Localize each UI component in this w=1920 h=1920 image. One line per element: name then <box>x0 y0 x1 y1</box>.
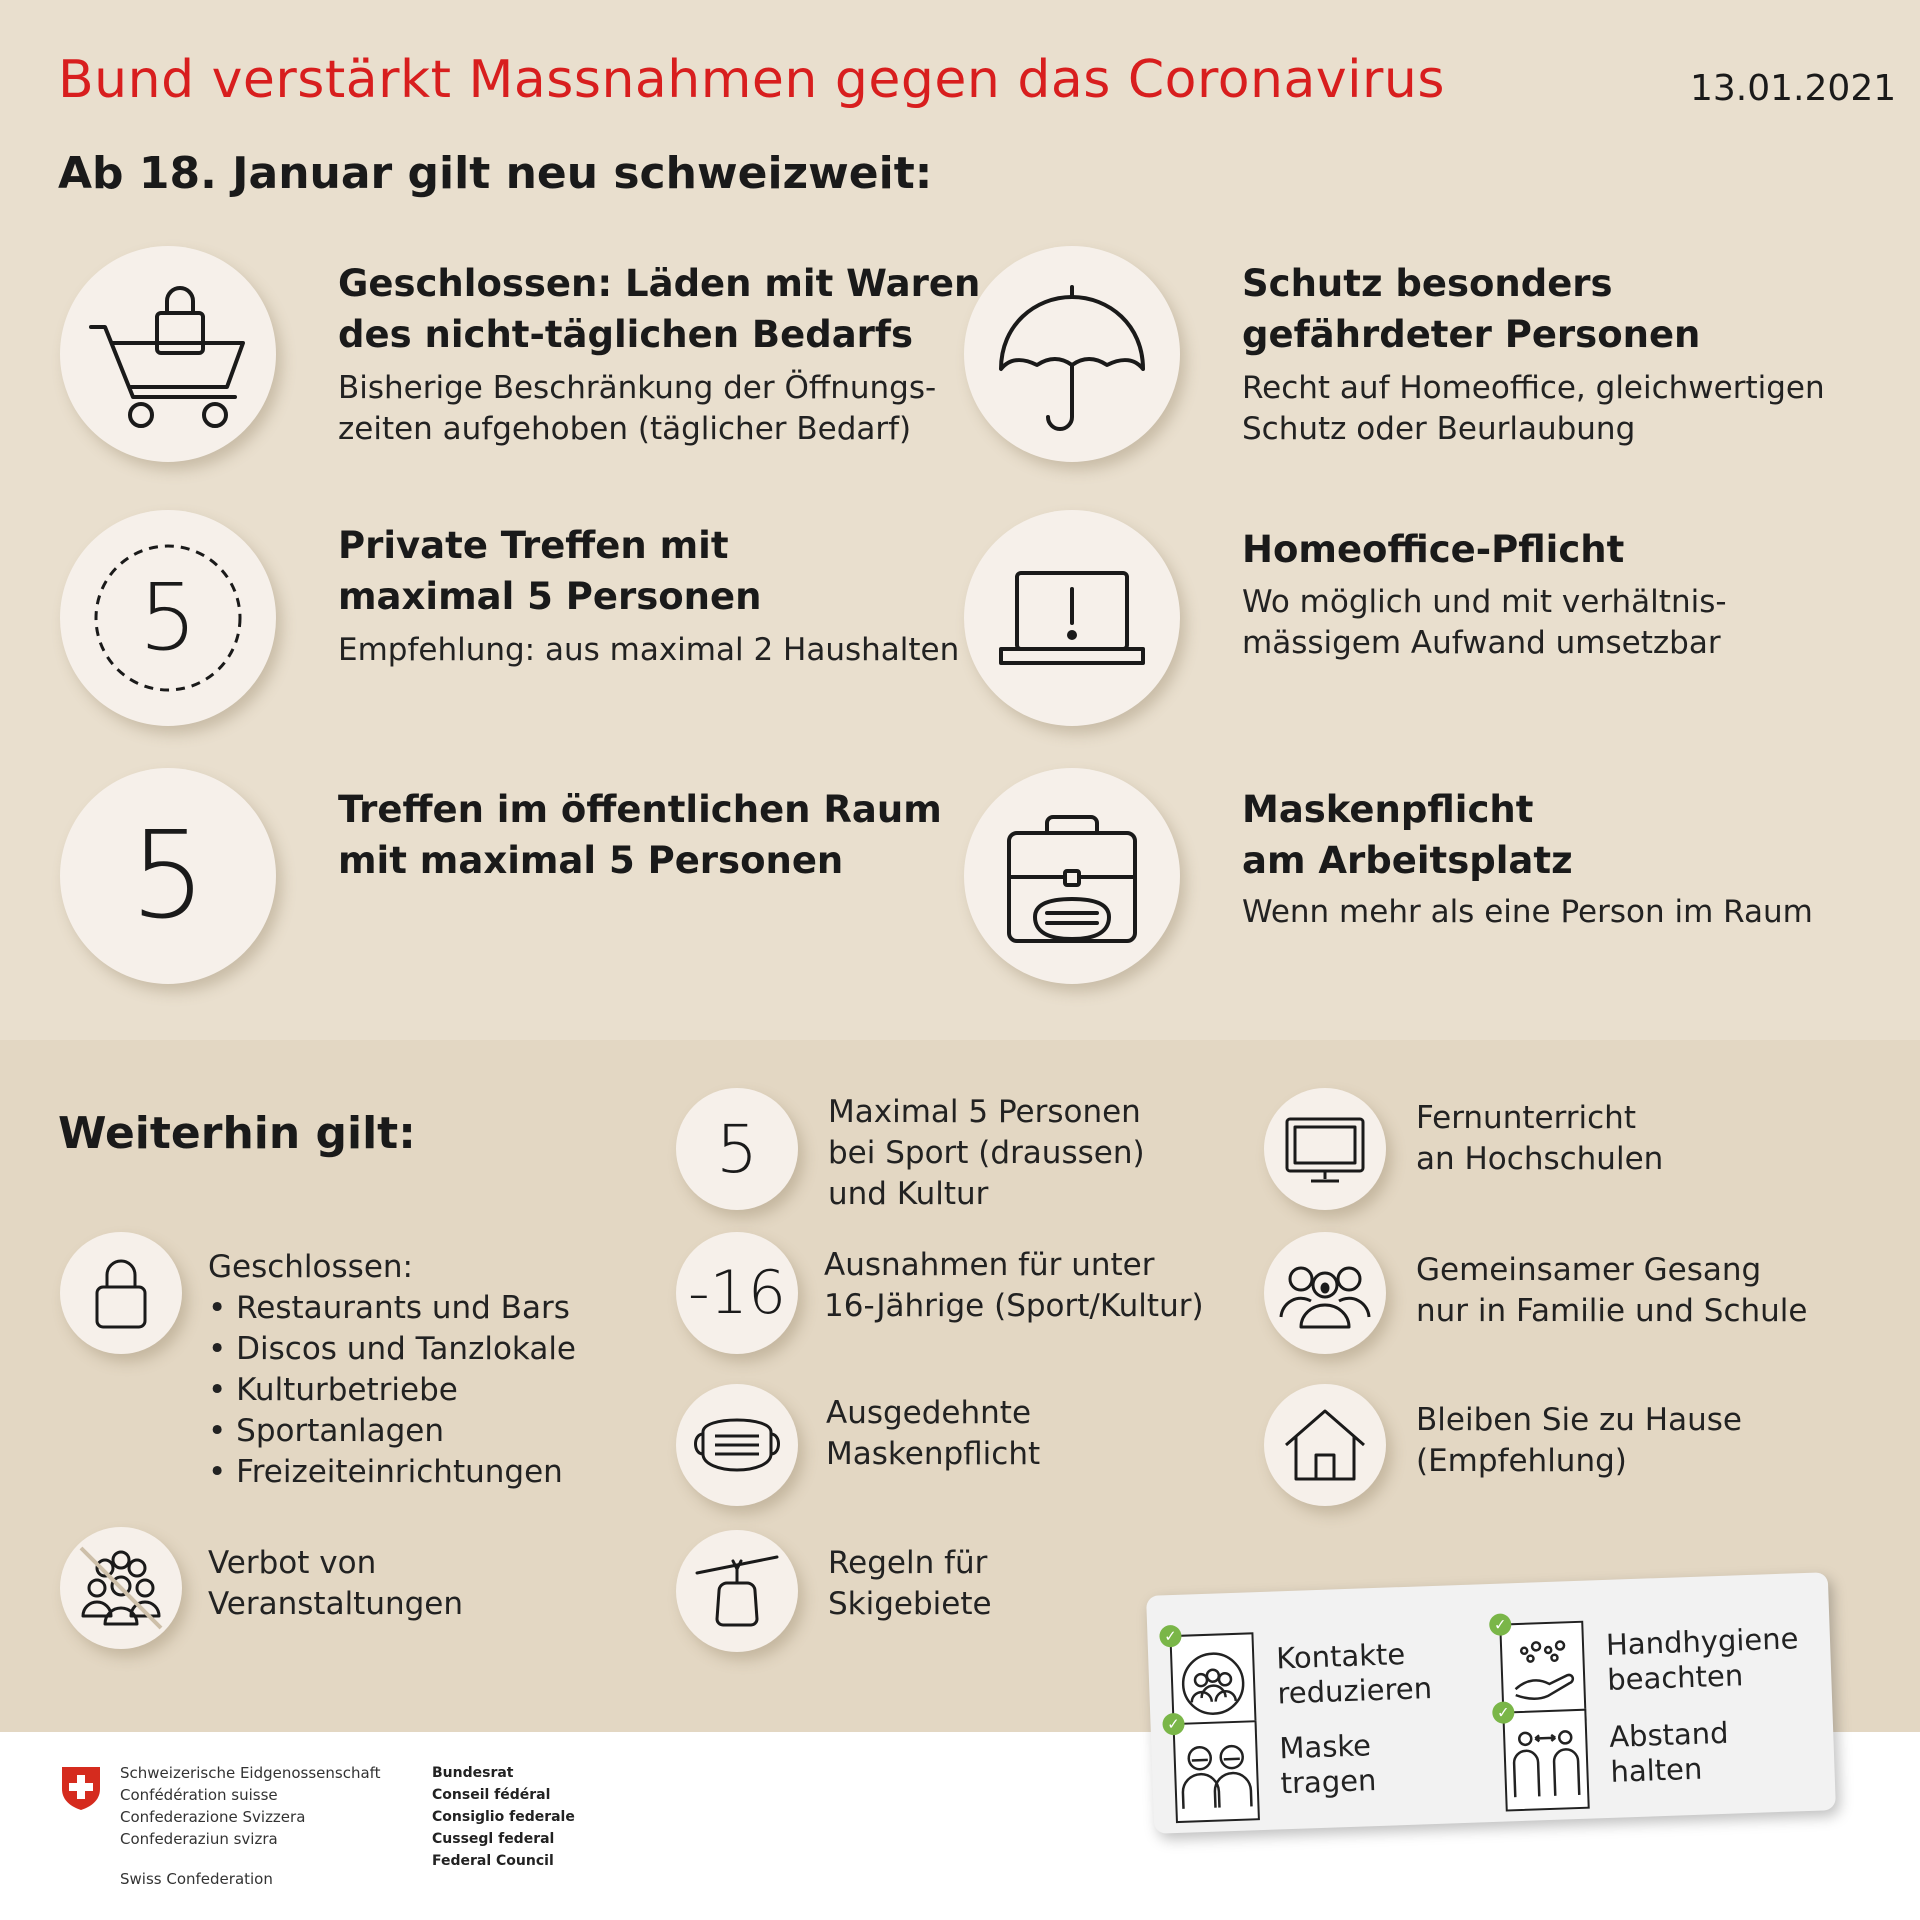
five-icon <box>60 768 276 984</box>
monitor-icon <box>1264 1088 1386 1210</box>
padlock-icon <box>60 1232 182 1354</box>
check-icon: ✓ <box>1162 1713 1185 1736</box>
measure-title: Schutz besonders gefährdeter Personen <box>1242 262 1701 356</box>
federal-council-names: Bundesrat Conseil fédéral Consiglio federale Cussegl federal Federal Council <box>432 1765 575 1869</box>
icon-number: 5 <box>716 1110 758 1188</box>
youth-text: Ausnahmen für unter 16-Jährige (Sport/Kultur) <box>824 1247 1204 1324</box>
minus-sixteen-icon <box>676 1232 798 1354</box>
icon-number: 5 <box>129 807 207 946</box>
remote-text: Fernunterricht an Hochschulen <box>1416 1100 1664 1177</box>
rule-label: Maske tragen <box>1278 1728 1377 1801</box>
briefcase-mask-icon <box>964 768 1180 984</box>
swiss-coat-of-arms-icon <box>60 1765 102 1811</box>
gondola-icon <box>676 1530 798 1652</box>
section-heading-new: Ab 18. Januar gilt neu schweizweit: <box>58 148 933 199</box>
events-text: Verbot von Veranstaltungen <box>208 1545 464 1622</box>
date-label: 13.01.2021 <box>1690 68 1897 109</box>
wear-mask-icon <box>1173 1720 1260 1823</box>
list-item: • Kulturbetriebe <box>208 1370 576 1411</box>
list-item: • Sportanlagen <box>208 1411 576 1452</box>
measure-description: Bisherige Beschränkung der Öffnungs- zeiten aufgehoben (täglicher Bedarf) <box>338 370 937 447</box>
rule-label: Handhygiene beachten <box>1605 1621 1799 1697</box>
laptop-warning-icon <box>964 510 1180 726</box>
section-heading-continuing: Weiterhin gilt: <box>58 1108 416 1159</box>
closed-list: Geschlossen: • Restaurants und Bars • Discos und Tanzlokale • Kulturbetriebe • Sportanlagen • Freizeiteinrichtungen <box>208 1247 576 1493</box>
sport-text: Maximal 5 Personen bei Sport (draussen) und Kultur <box>828 1094 1145 1212</box>
five-icon <box>676 1088 798 1210</box>
check-icon: ✓ <box>1489 1613 1512 1636</box>
list-item: • Freizeiteinrichtungen <box>208 1452 576 1493</box>
check-icon: ✓ <box>1492 1701 1515 1724</box>
icon-number: -16 <box>688 1258 786 1328</box>
measure-title: Geschlossen: Läden mit Waren des nicht-täglichen Bedarfs <box>338 262 981 356</box>
masks-text: Ausgedehnte Maskenpflicht <box>826 1395 1041 1472</box>
swiss-confederation-label: Swiss Confederation <box>120 1870 273 1888</box>
umbrella-icon <box>964 246 1180 462</box>
rule-label: Kontakte reduzieren <box>1275 1636 1433 1711</box>
measure-title: Treffen im öffentlichen Raum mit maximal 5 Personen <box>338 788 942 882</box>
check-icon: ✓ <box>1159 1625 1182 1648</box>
federation-names: Schweizerische Eidgenossenschaft Confédération suisse Confederazione Svizzera Confederaziun svizra <box>120 1764 381 1848</box>
icon-number: 5 <box>138 564 198 671</box>
page-title: Bund verstärkt Massnahmen gegen das Coronavirus <box>58 50 1445 110</box>
measure-title: Homeoffice-Pflicht <box>1242 528 1625 571</box>
measure-description: Empfehlung: aus maximal 2 Haushalten <box>338 632 960 668</box>
measure-description: Recht auf Homeoffice, gleichwertigen Schutz oder Beurlaubung <box>1242 370 1825 447</box>
measure-description: Wo möglich und mit verhältnis- mässigem Aufwand umsetzbar <box>1242 584 1727 661</box>
face-mask-icon <box>676 1384 798 1506</box>
measure-description: Wenn mehr als eine Person im Raum <box>1242 894 1813 930</box>
dashed-circle-five-icon <box>60 510 276 726</box>
hygiene-rules-card <box>1146 1572 1836 1834</box>
rule-label: Abstand halten <box>1608 1715 1730 1789</box>
ski-text: Regeln für Skigebiete <box>828 1545 992 1622</box>
list-item: • Discos und Tanzlokale <box>208 1329 576 1370</box>
keep-distance-icon <box>1502 1709 1589 1812</box>
singing-text: Gemeinsamer Gesang nur in Familie und Schule <box>1416 1252 1808 1329</box>
measure-title: Maskenpflicht am Arbeitsplatz <box>1242 788 1573 882</box>
house-icon <box>1264 1384 1386 1506</box>
measure-title: Private Treffen mit maximal 5 Personen <box>338 524 762 618</box>
singing-group-icon <box>1264 1232 1386 1354</box>
shopping-cart-lock-icon <box>60 246 276 462</box>
list-item: • Restaurants und Bars <box>208 1288 576 1329</box>
home-text: Bleiben Sie zu Hause (Empfehlung) <box>1416 1402 1742 1479</box>
crossed-crowd-icon <box>60 1527 182 1649</box>
